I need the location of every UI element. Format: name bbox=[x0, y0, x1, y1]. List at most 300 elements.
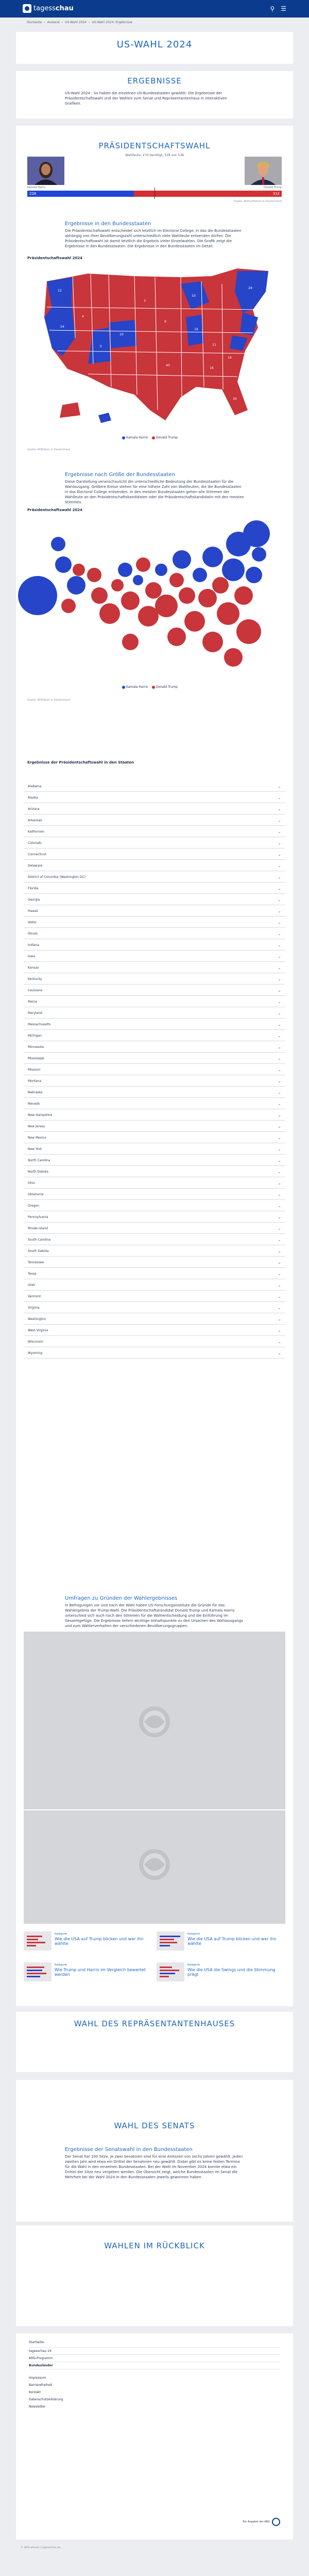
state-row[interactable] bbox=[24, 1122, 285, 1132]
by-state-heading: Ergebnisse in den Bundesstaaten bbox=[65, 221, 151, 227]
footer-link-start[interactable]: Startseite bbox=[29, 2341, 280, 2348]
footer-link-ts24[interactable]: tagesschau 24 bbox=[29, 2348, 280, 2355]
chevron-down-icon: ⌄ bbox=[278, 886, 281, 891]
breadcrumb: Startseite › Ausland › US-Wahl 2024 › US-Wahl 2024: Ergebnisse bbox=[27, 21, 133, 24]
chevron-down-icon: ⌄ bbox=[278, 841, 281, 845]
chevron-down-icon: ⌄ bbox=[278, 795, 281, 800]
svg-text:16: 16 bbox=[210, 366, 214, 370]
state-name: Indiana bbox=[28, 943, 40, 947]
state-bubble[interactable] bbox=[136, 557, 150, 572]
state-bubble[interactable] bbox=[118, 563, 132, 577]
chevron-down-icon: ⌄ bbox=[278, 909, 281, 913]
chevron-down-icon: ⌄ bbox=[278, 1294, 281, 1299]
state-name: West Virginia bbox=[28, 1329, 48, 1332]
state-bubble[interactable] bbox=[224, 648, 243, 667]
teaser-3-kicker: Kategorie bbox=[55, 1963, 67, 1967]
state-name: Alaska bbox=[28, 796, 38, 800]
map-legend bbox=[119, 436, 178, 439]
state-row[interactable] bbox=[24, 1110, 285, 1121]
trump-label: Donald Trump bbox=[264, 186, 282, 189]
state-row[interactable] bbox=[24, 1099, 285, 1109]
chevron-down-icon: ⌄ bbox=[278, 931, 281, 936]
svg-text:54: 54 bbox=[60, 325, 64, 329]
chevron-down-icon: ⌄ bbox=[278, 807, 281, 811]
state-bubble[interactable] bbox=[236, 619, 261, 644]
state-row[interactable] bbox=[24, 986, 285, 996]
polls-text: In Befragungen vor und nach der Wahl haben US-Forschungsinstitute die Gründe für das Wahlergebnis der Trump-Wahl: Die Präsidentschaftskandidat Donald Trump und Kamala Harris unterschied sich auch nach den Stimmen für die Wahlentscheidung und die Einführung im Gesamtgefüge. Die Ergebnisse liefern wichtige Anhaltspunkte zu den Ursachen des Wahlausgangs und zum Wählerverhalten der verschiedenen Bevölkerungsgruppen. bbox=[65, 1603, 243, 1628]
state-bubble[interactable] bbox=[133, 575, 143, 585]
teaser-4-kicker: Kategorie bbox=[187, 1963, 200, 1967]
house-title: WAHL DES REPRÄSENTANTENHAUSES bbox=[74, 2019, 235, 2028]
svg-text:30: 30 bbox=[233, 397, 237, 401]
state-bubble[interactable] bbox=[18, 576, 57, 615]
state-bubble[interactable] bbox=[234, 586, 253, 605]
chevron-down-icon: ⌄ bbox=[278, 1215, 281, 1219]
state-row[interactable] bbox=[24, 1201, 285, 1211]
state-bubble[interactable] bbox=[252, 547, 266, 562]
state-row[interactable] bbox=[24, 1246, 285, 1257]
state-row[interactable] bbox=[24, 861, 285, 871]
chevron-down-icon: ⌄ bbox=[278, 1011, 281, 1015]
chevron-down-icon: ⌄ bbox=[278, 829, 281, 834]
chevron-down-icon: ⌄ bbox=[278, 1317, 281, 1321]
house-card bbox=[16, 2012, 293, 2072]
state-name: Mississippi bbox=[28, 1057, 44, 1060]
svg-text:28: 28 bbox=[248, 286, 252, 290]
state-name: Minnesota bbox=[28, 1045, 44, 1049]
review-title: WAHLEN IM RÜCKBLICK bbox=[104, 2241, 205, 2250]
teaser-2-title: Wie die USA auf Trump blicken und wer ihn wählte bbox=[187, 1937, 277, 1946]
legend-dem-dot bbox=[122, 436, 125, 439]
chevron-down-icon: ⌄ bbox=[278, 1033, 281, 1038]
state-name: North Carolina bbox=[28, 1159, 50, 1162]
review-card bbox=[16, 2226, 293, 2326]
svg-text:16: 16 bbox=[228, 356, 232, 360]
state-row[interactable] bbox=[24, 1156, 285, 1166]
state-bubble[interactable] bbox=[155, 595, 178, 617]
chevron-down-icon: ⌄ bbox=[278, 1067, 281, 1072]
footer bbox=[16, 2333, 293, 2539]
chevron-down-icon: ⌄ bbox=[278, 875, 281, 879]
results-intro: US-Wahl 2024 - So haben die einzelnen US-Bundesstaaten gewählt: Die Ergebnisse der Präsidentschaftswahl und der Wahlen zum Senat und Repräsentantenhaus in interaktiven Grafiken. bbox=[65, 91, 227, 106]
state-name: Kentucky bbox=[28, 977, 42, 981]
senate-card bbox=[16, 2080, 293, 2222]
chevron-down-icon: ⌄ bbox=[278, 1204, 281, 1208]
chevron-down-icon: ⌄ bbox=[278, 1226, 281, 1231]
state-row[interactable] bbox=[24, 895, 285, 905]
state-row[interactable] bbox=[24, 793, 285, 803]
state-bubble[interactable] bbox=[169, 573, 184, 587]
state-bubble[interactable] bbox=[91, 587, 108, 604]
state-row[interactable] bbox=[24, 918, 285, 928]
state-bubble[interactable] bbox=[198, 589, 217, 607]
footer-impressum[interactable]: Impressum bbox=[29, 2376, 46, 2380]
site-logo[interactable] bbox=[23, 4, 74, 13]
state-name: Maine bbox=[28, 1000, 38, 1004]
presidential-card bbox=[16, 126, 293, 777]
state-row[interactable] bbox=[24, 1133, 285, 1143]
bubble-legend-rep: Donald Trump bbox=[156, 685, 178, 689]
results-title: ERGEBNISSE bbox=[127, 76, 182, 86]
footer-newsletter[interactable]: Newsletter bbox=[29, 2405, 46, 2409]
svg-text:3: 3 bbox=[144, 299, 146, 303]
state-name: Georgia bbox=[28, 898, 40, 902]
teaser-2-kicker: Kategorie bbox=[187, 1933, 200, 1936]
chevron-down-icon: ⌄ bbox=[278, 1351, 281, 1355]
state-row[interactable] bbox=[24, 1212, 285, 1223]
state-name: Maryland bbox=[28, 1011, 42, 1015]
teaser-4[interactable] bbox=[157, 1962, 285, 1988]
chevron-down-icon: ⌄ bbox=[278, 965, 281, 970]
map-chart-title: Präsidentschaftswahl 2024 bbox=[27, 256, 83, 260]
state-row[interactable] bbox=[24, 872, 285, 883]
map-source: Quelle: AP/Edison in Deutschland bbox=[27, 448, 71, 451]
state-name: Louisiana bbox=[28, 989, 43, 992]
bubble-legend bbox=[119, 685, 178, 689]
state-bubble[interactable] bbox=[121, 591, 140, 610]
bubble-chart-title: Präsidentschaftswahl 2024 bbox=[27, 508, 83, 512]
state-row[interactable] bbox=[24, 1190, 285, 1200]
state-bubble[interactable] bbox=[55, 556, 72, 573]
chevron-down-icon: ⌄ bbox=[278, 1101, 281, 1106]
chevron-down-icon: ⌄ bbox=[278, 1136, 281, 1140]
embed-logo-icon bbox=[134, 1704, 175, 1740]
embed-logo-icon-2 bbox=[134, 1846, 175, 1883]
state-bubble[interactable] bbox=[217, 602, 239, 625]
chevron-down-icon: ⌄ bbox=[278, 1090, 281, 1095]
state-row[interactable] bbox=[24, 1178, 285, 1189]
chevron-down-icon: ⌄ bbox=[278, 1158, 281, 1163]
chevron-down-icon: ⌄ bbox=[278, 852, 281, 857]
footer-barrierefreiheit[interactable]: Barrierefreiheit bbox=[29, 2383, 53, 2387]
state-name: Tennessee bbox=[28, 1261, 44, 1264]
state-row[interactable] bbox=[24, 1303, 285, 1313]
chevron-down-icon: ⌄ bbox=[278, 1306, 281, 1310]
state-name: Montana bbox=[28, 1079, 42, 1083]
chevron-down-icon: ⌄ bbox=[278, 1056, 281, 1061]
chevron-down-icon: ⌄ bbox=[278, 1113, 281, 1117]
chevron-down-icon: ⌄ bbox=[278, 943, 281, 947]
state-row[interactable] bbox=[24, 1076, 285, 1087]
state-name: Texas bbox=[28, 1272, 37, 1276]
state-name: Nebraska bbox=[28, 1091, 43, 1094]
trump-photo bbox=[245, 157, 282, 185]
state-name: Utah bbox=[28, 1283, 36, 1287]
chevron-down-icon: ⌄ bbox=[278, 999, 281, 1004]
state-row[interactable] bbox=[24, 974, 285, 985]
state-row[interactable] bbox=[24, 1008, 285, 1019]
chevron-down-icon: ⌄ bbox=[278, 954, 281, 959]
ard-logo-icon bbox=[272, 2518, 280, 2526]
state-name: Massachusetts bbox=[28, 1023, 51, 1026]
dem-votes: 226 bbox=[29, 192, 37, 196]
state-row[interactable] bbox=[24, 952, 285, 962]
footer-link-ard[interactable]: ARD-Programm bbox=[29, 2355, 280, 2362]
chevron-down-icon: ⌄ bbox=[278, 1328, 281, 1333]
us-state-map[interactable] bbox=[31, 261, 279, 431]
state-bubble[interactable] bbox=[51, 537, 65, 551]
state-bubble[interactable] bbox=[222, 558, 245, 581]
chevron-down-icon: ⌄ bbox=[278, 920, 281, 925]
state-name: Delaware bbox=[28, 864, 43, 868]
title-card bbox=[16, 32, 293, 64]
state-row[interactable] bbox=[24, 1042, 285, 1053]
state-name: New Jersey bbox=[28, 1125, 45, 1128]
state-bubble[interactable] bbox=[246, 567, 262, 583]
bar-rep bbox=[134, 191, 282, 197]
chevron-down-icon: ⌄ bbox=[278, 863, 281, 868]
state-name: Pennsylvania bbox=[28, 1215, 48, 1219]
chevron-down-icon: ⌄ bbox=[278, 1124, 281, 1129]
svg-text:12: 12 bbox=[58, 289, 62, 293]
state-bubble[interactable] bbox=[167, 628, 186, 646]
chevron-down-icon: ⌄ bbox=[278, 1045, 281, 1049]
state-bubble[interactable] bbox=[202, 632, 223, 652]
search-icon[interactable]: ⚲ bbox=[270, 5, 275, 12]
teaser-1-kicker: Kategorie bbox=[55, 1933, 67, 1936]
footer-datenschutz[interactable]: Datenschutzerklärung bbox=[29, 2398, 63, 2401]
state-name: Virginia bbox=[28, 1306, 40, 1310]
state-row[interactable] bbox=[24, 929, 285, 939]
results-card bbox=[16, 71, 293, 118]
majority-line bbox=[154, 188, 155, 199]
senate-heading: Ergebnisse der Senatswahl in den Bundesstaaten bbox=[65, 2147, 193, 2153]
state-row[interactable] bbox=[24, 1269, 285, 1279]
breadcrumb-home[interactable]: Startseite bbox=[27, 21, 42, 24]
state-row[interactable] bbox=[24, 838, 285, 849]
chevron-down-icon: ⌄ bbox=[278, 1260, 281, 1265]
bubble-legend-dem-dot bbox=[122, 686, 125, 689]
svg-text:9: 9 bbox=[164, 320, 166, 324]
senate-text: Der Senat hat 100 Sitze. Je zwei Senatoren sind für eine Amtszeit von sechs Jahren gewählt. Jeden zweiten Jahr wird etwa ein Drittel der Senatoren neu gewählt. Dabei gibt es keine festen Termine für die Wahl in den einzelnen Bundesstaaten. Bei der Wahl im November 2024 konnte etwa ein Drittel der Sitze neu vergeben werden. Die Übersicht zeigt, welche Bundesstaaten im Senat die Mehrheit bei der Wahl 2024 in den Bundesstaaten jeweils gewonnen haben. bbox=[65, 2155, 243, 2179]
state-row[interactable] bbox=[24, 1065, 285, 1075]
state-name: South Carolina bbox=[28, 1238, 51, 1242]
menu-icon[interactable]: ☰ bbox=[281, 5, 286, 12]
chevron-down-icon: ⌄ bbox=[278, 1283, 281, 1287]
legend-rep-dot bbox=[152, 436, 155, 439]
copyright: © ARD-aktuell / tagesschau.de bbox=[21, 2546, 61, 2549]
chevron-down-icon: ⌄ bbox=[278, 897, 281, 902]
state-row[interactable] bbox=[24, 884, 285, 894]
chevron-down-icon: ⌄ bbox=[278, 1170, 281, 1174]
presidential-title: PRÄSIDENTSCHAFTSWAHL bbox=[98, 141, 211, 150]
state-name: Vermont bbox=[28, 1295, 41, 1298]
state-name: Oregon bbox=[28, 1204, 40, 1208]
state-bubble[interactable] bbox=[99, 603, 120, 624]
bubble-legend-rep-dot bbox=[152, 686, 155, 689]
teaser-1-title: Wie die USA auf Trump blicken und wer ihn wählte bbox=[55, 1937, 144, 1946]
rep-votes: 312 bbox=[272, 192, 280, 196]
state-name: Connecticut bbox=[28, 853, 46, 856]
teaser-3-title: Wie Trump und Harris im Vergleich bewertet werden bbox=[55, 1968, 146, 1977]
teaser-grid bbox=[24, 1931, 285, 1993]
polls-heading: Umfragen zu Gründen der Wahlergebnisses bbox=[65, 1596, 178, 1601]
page-title: US-WAHL 2024 bbox=[116, 39, 193, 50]
map-legend-dem: Kamala Harris bbox=[126, 436, 148, 439]
state-name: Wisconsin bbox=[28, 1340, 43, 1344]
state-name: Iowa bbox=[28, 955, 36, 958]
chevron-down-icon: ⌄ bbox=[278, 1340, 281, 1344]
state-row[interactable] bbox=[24, 1314, 285, 1325]
polls-card bbox=[16, 1586, 293, 2006]
chevron-down-icon: ⌄ bbox=[278, 1022, 281, 1027]
state-bubble[interactable] bbox=[73, 564, 85, 576]
chevron-down-icon: ⌄ bbox=[278, 818, 281, 823]
state-name: New York bbox=[28, 1147, 42, 1151]
state-list-title: Ergebnisse der Präsidentschaftswahl in den Staaten bbox=[27, 760, 134, 765]
state-bubble[interactable] bbox=[111, 579, 124, 591]
state-row[interactable] bbox=[24, 1020, 285, 1030]
state-row[interactable] bbox=[24, 827, 285, 837]
state-row[interactable] bbox=[24, 1235, 285, 1245]
state-row[interactable] bbox=[24, 1224, 285, 1234]
state-row[interactable] bbox=[24, 782, 285, 792]
breadcrumb-current: US-Wahl 2024: Ergebnisse bbox=[92, 21, 133, 24]
breadcrumb-ausland[interactable]: Ausland bbox=[47, 21, 60, 24]
state-name: District of Columbia (Washington DC) bbox=[28, 875, 86, 879]
state-bubble[interactable] bbox=[243, 520, 270, 547]
state-bubble[interactable] bbox=[212, 577, 229, 594]
state-row[interactable] bbox=[24, 997, 285, 1007]
teaser-1-thumb bbox=[24, 1931, 52, 1951]
state-name: Kansas bbox=[28, 966, 39, 970]
state-bubble[interactable] bbox=[193, 568, 207, 582]
state-name: Missouri bbox=[28, 1068, 41, 1072]
state-name: Ohio bbox=[28, 1181, 35, 1185]
chevron-down-icon: ⌄ bbox=[278, 1192, 281, 1197]
state-row[interactable] bbox=[24, 1144, 285, 1155]
state-name: New Hampshire bbox=[28, 1113, 53, 1117]
bubble-chart[interactable] bbox=[27, 513, 282, 683]
state-name: Idaho bbox=[28, 921, 37, 924]
harris-photo bbox=[27, 157, 64, 185]
logo-text-a: tagess bbox=[33, 5, 56, 12]
state-bubble[interactable] bbox=[67, 576, 85, 595]
state-row[interactable] bbox=[24, 1088, 285, 1098]
state-row[interactable] bbox=[24, 1326, 285, 1336]
state-row[interactable] bbox=[24, 816, 285, 826]
state-name: Washington bbox=[28, 1317, 46, 1321]
chevron-down-icon: ⌄ bbox=[278, 1238, 281, 1242]
state-row[interactable] bbox=[24, 1348, 285, 1359]
teaser-2-thumb bbox=[157, 1931, 184, 1951]
bubble-legend-dem: Kamala Harris bbox=[126, 685, 148, 689]
chevron-down-icon: ⌄ bbox=[278, 1249, 281, 1253]
state-name: Colorado bbox=[28, 841, 42, 845]
state-name: Hawaii bbox=[28, 909, 39, 913]
state-bubble[interactable] bbox=[202, 547, 223, 567]
teaser-4-title: Wie die USA die Swings und die Stimmung prägt bbox=[187, 1968, 276, 1977]
site-header bbox=[0, 0, 309, 18]
logo-text-b: chau bbox=[55, 5, 74, 12]
teaser-3-thumb bbox=[24, 1962, 52, 1981]
chevron-down-icon: ⌄ bbox=[278, 988, 281, 993]
chevron-down-icon: ⌄ bbox=[278, 1272, 281, 1276]
state-name: Florida bbox=[28, 887, 39, 890]
state-row[interactable] bbox=[24, 1031, 285, 1041]
state-row[interactable] bbox=[24, 1292, 285, 1302]
bar-dem bbox=[27, 191, 134, 197]
chevron-down-icon: ⌄ bbox=[278, 1181, 281, 1185]
teaser-1[interactable] bbox=[24, 1931, 152, 1957]
state-list-card bbox=[16, 777, 293, 1586]
state-name: Kalifornien bbox=[28, 830, 44, 834]
state-bubble[interactable] bbox=[179, 587, 195, 604]
state-name: North Dakota bbox=[28, 1170, 48, 1174]
state-name: Arizona bbox=[28, 807, 40, 811]
state-row[interactable] bbox=[24, 1280, 285, 1291]
state-name: Alabama bbox=[28, 785, 42, 788]
harris-label: Kamala Harris bbox=[27, 186, 46, 189]
state-bubble[interactable] bbox=[173, 550, 191, 569]
svg-text:19: 19 bbox=[194, 328, 198, 331]
svg-text:11: 11 bbox=[212, 343, 216, 347]
by-state-text: Die Präsidentschaftswahl entscheidet sich letztlich im Electoral College, in das die Bundesstaaten abhängig von ihrer Bevölkerungszahl unterschiedlich viele Wahlleute entsenden dürfen. Die Präsidentschaftswahl ist damit letztlich die Ergebnis vieler Einzelwahlen. Die Grafik zeigt die Ergebnisse in den Bundesstaaten. Die Ergebnisse in den Bundesstaaten im Detail. bbox=[65, 229, 242, 248]
state-name: Illinois bbox=[28, 932, 38, 936]
state-row[interactable] bbox=[24, 963, 285, 973]
teaser-2[interactable] bbox=[157, 1931, 285, 1957]
state-row[interactable] bbox=[24, 1054, 285, 1064]
state-row[interactable] bbox=[24, 1337, 285, 1347]
state-name: Nevada bbox=[28, 1102, 40, 1106]
state-name: Wyoming bbox=[28, 1351, 43, 1355]
ard-partner bbox=[243, 2518, 280, 2526]
state-row[interactable] bbox=[24, 1167, 285, 1177]
chevron-down-icon: ⌄ bbox=[278, 1147, 281, 1151]
state-name: Oklahoma bbox=[28, 1193, 44, 1196]
senate-title: WAHL DES SENATS bbox=[114, 2121, 195, 2130]
teaser-3[interactable] bbox=[24, 1962, 152, 1988]
chevron-down-icon: ⌄ bbox=[278, 784, 281, 789]
svg-text:4: 4 bbox=[82, 315, 84, 318]
state-name: New Mexico bbox=[28, 1136, 46, 1140]
state-bubble[interactable] bbox=[87, 568, 101, 582]
embed-placeholder-1 bbox=[24, 1632, 285, 1809]
state-name: Rhode Island bbox=[28, 1227, 48, 1230]
bubble-text: Diese Darstellung veranschaulicht die unterschiedliche Bedeutung der Bundesstaaten für die Wahlausgang. Größere Kreise stehen für eine höhere Zahl von Wahlleuten, die die Bundesstaaten in das Electoral College entsenden. In den meisten Bundesstaaten gehen alle Stimmen der Wahlleute an den Präsidentschaftskandidaten oder die Präsidentschaftskandidatin mit den meisten Stimmen. bbox=[65, 480, 244, 504]
state-row[interactable] bbox=[24, 940, 285, 951]
state-row[interactable] bbox=[24, 850, 285, 860]
state-row[interactable] bbox=[24, 1258, 285, 1268]
state-bubble[interactable] bbox=[155, 564, 167, 576]
breadcrumb-uswahl[interactable]: US-Wahl 2024 bbox=[65, 21, 87, 24]
state-row[interactable] bbox=[24, 906, 285, 917]
presidential-source: Quelle: AP/Fox/Edison in Deutschland bbox=[233, 200, 282, 203]
state-name: Michigan bbox=[28, 1034, 42, 1038]
state-bubble[interactable] bbox=[122, 634, 139, 650]
bubble-heading: Ergebnisse nach Größe der Bundesstaaten bbox=[65, 472, 175, 478]
svg-text:10: 10 bbox=[192, 294, 196, 298]
teaser-4-thumb bbox=[157, 1962, 184, 1981]
bubble-source: Quelle: AP/Edison in Deutschland bbox=[27, 699, 71, 702]
state-name: Arkansas bbox=[28, 819, 42, 822]
svg-text:10: 10 bbox=[119, 333, 124, 336]
presidential-subtitle: Wahlleute: 270 benötigt, 538 von 538 bbox=[125, 154, 184, 157]
state-row[interactable] bbox=[24, 804, 285, 815]
footer-kontakt[interactable]: Kontakt bbox=[29, 2391, 41, 2394]
footer-link-bl[interactable]: Bundesländer bbox=[29, 2362, 280, 2369]
state-bubble[interactable] bbox=[184, 611, 205, 632]
chevron-down-icon: ⌄ bbox=[278, 1079, 281, 1083]
state-name: South Dakota bbox=[28, 1249, 49, 1253]
svg-text:5: 5 bbox=[100, 345, 102, 348]
embed-placeholder-2 bbox=[24, 1810, 285, 1924]
partner-text: Ein Angebot der ARD bbox=[243, 2520, 270, 2523]
logo-icon bbox=[23, 4, 31, 13]
chevron-down-icon: ⌄ bbox=[278, 977, 281, 981]
svg-text:40: 40 bbox=[166, 364, 170, 367]
state-bubble[interactable] bbox=[61, 599, 76, 613]
